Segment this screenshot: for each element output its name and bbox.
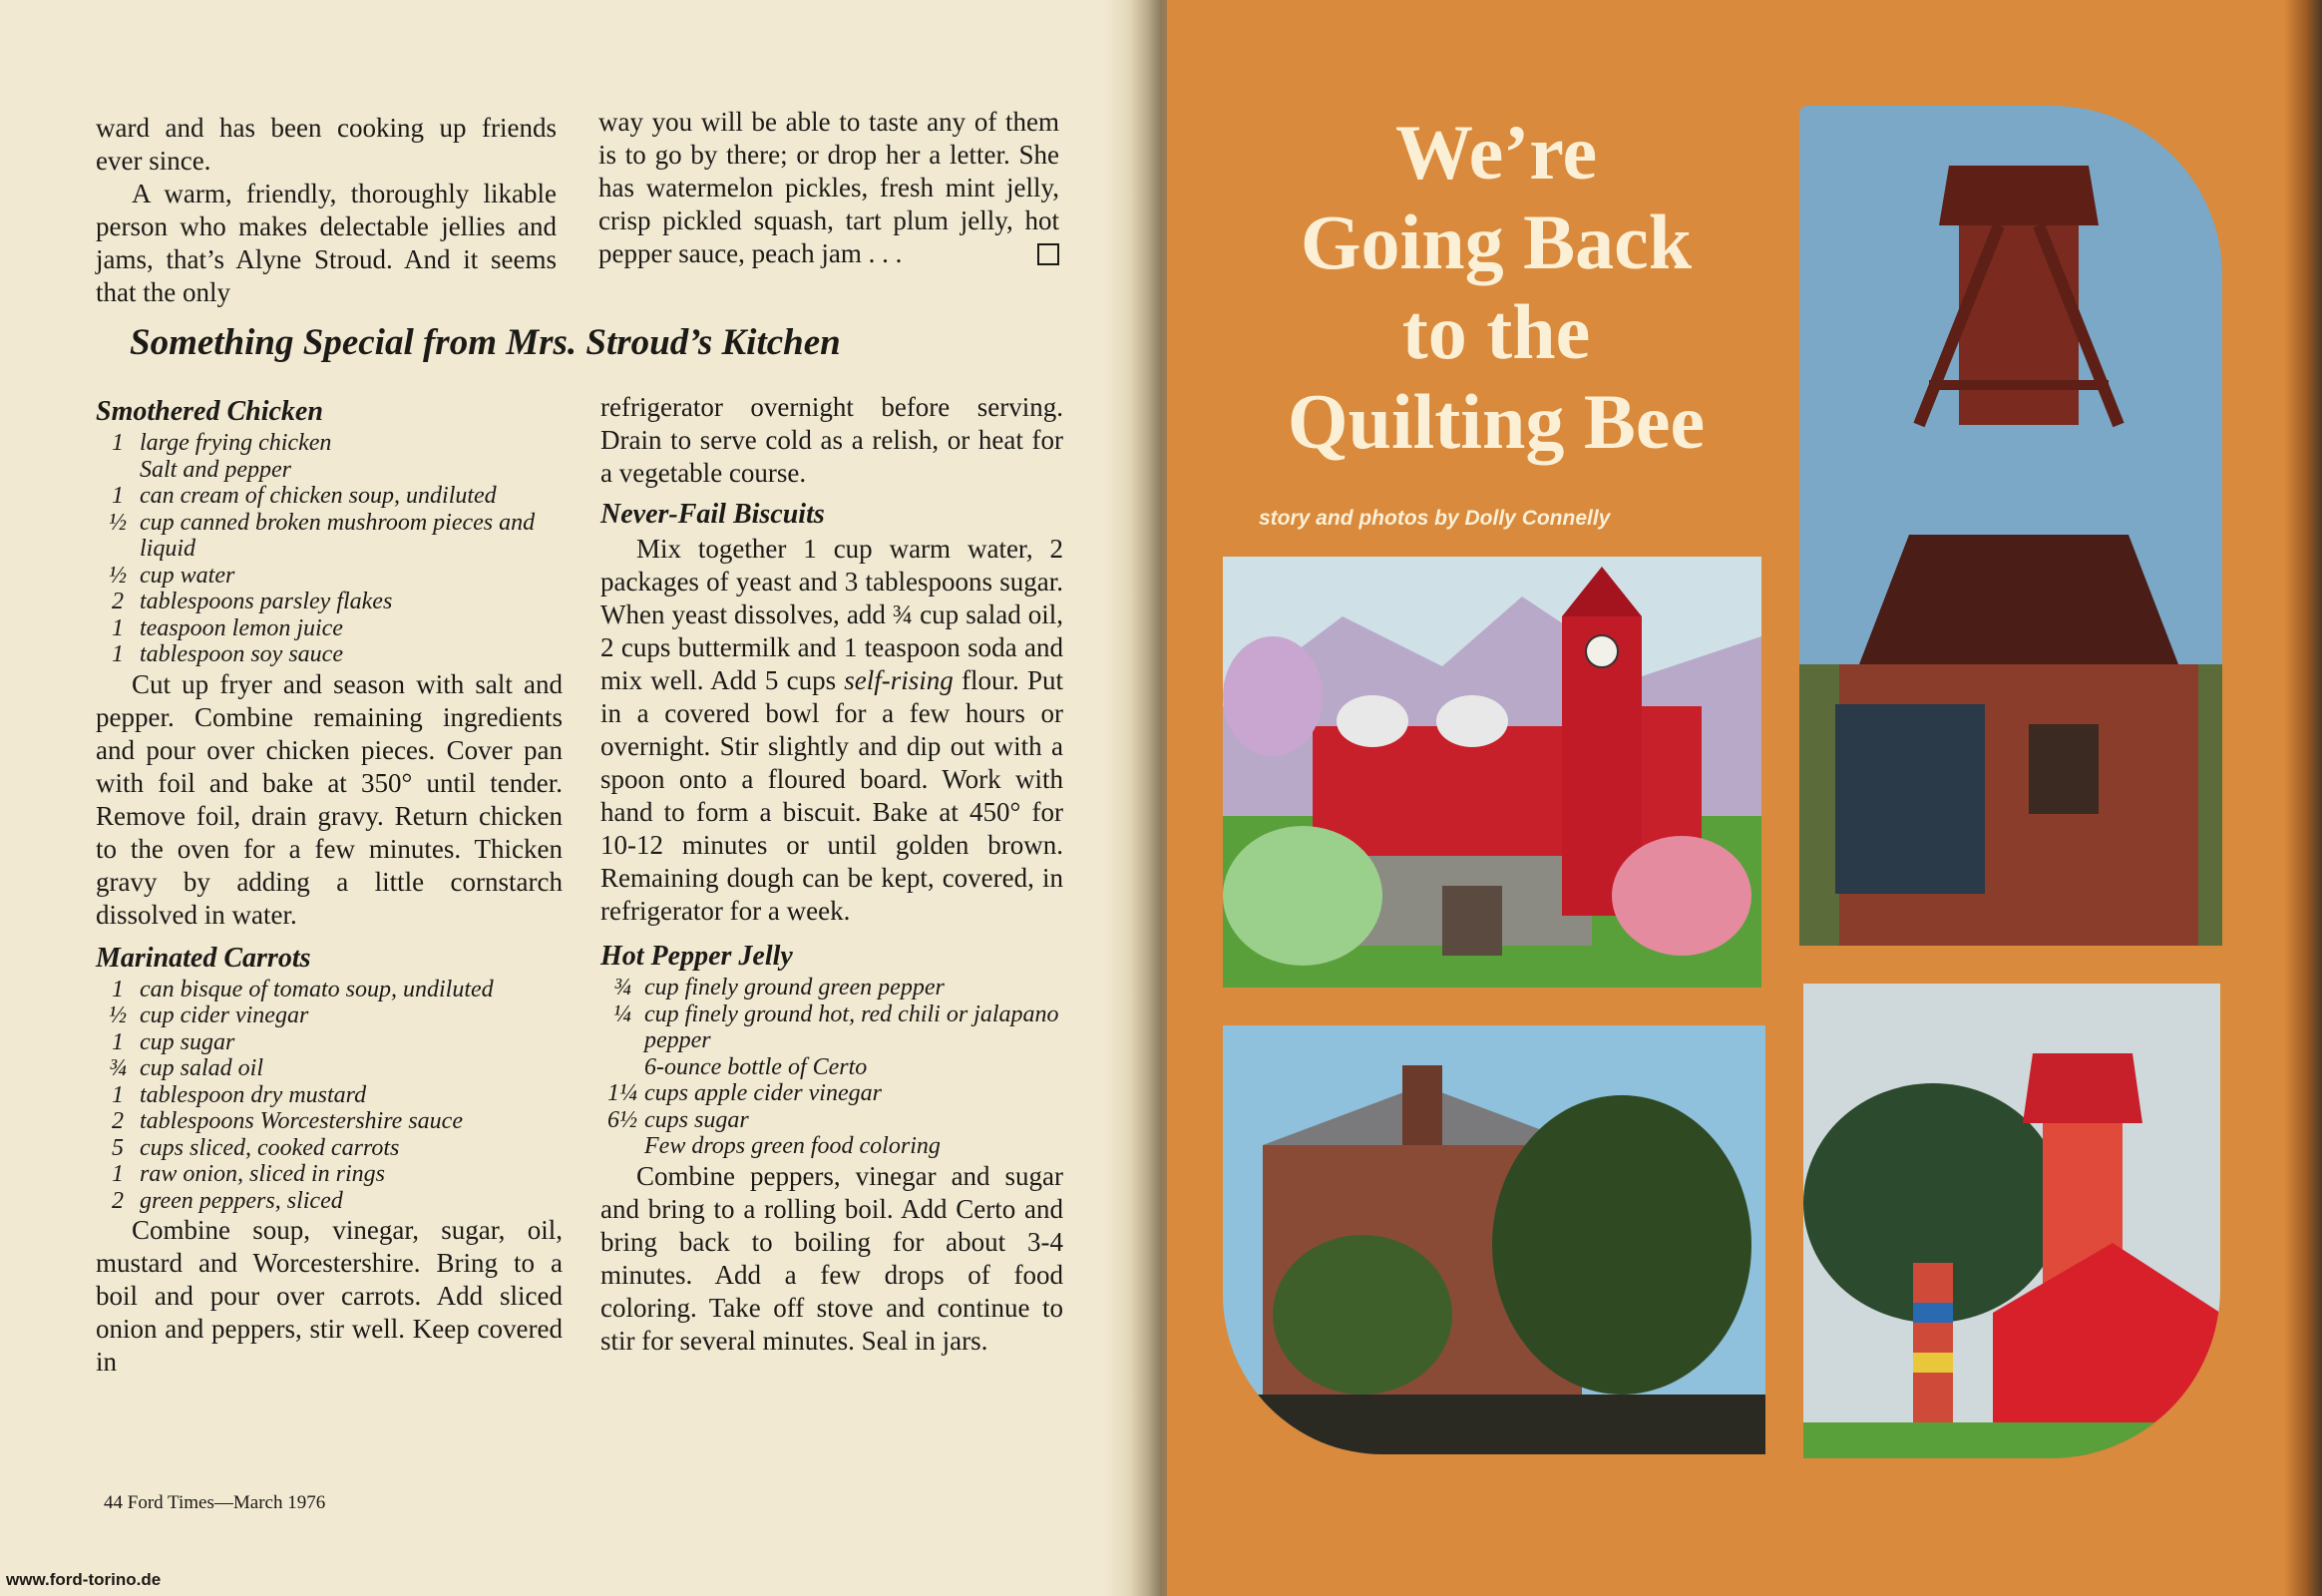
ingredient-text: cups sugar bbox=[644, 1106, 749, 1133]
ingredient-text: 6-ounce bottle of Certo bbox=[644, 1053, 868, 1080]
ingredient-item bbox=[96, 615, 563, 642]
title-line-2: Going Back bbox=[1300, 199, 1693, 285]
ingredient-item bbox=[600, 1054, 1063, 1081]
website-link[interactable]: www.ford-torino.de bbox=[6, 1570, 162, 1589]
title-line-1: We’re bbox=[1394, 109, 1598, 196]
ingredient-quantity bbox=[96, 457, 140, 484]
ingredient-item bbox=[600, 1001, 1063, 1054]
ingredient-item bbox=[96, 1108, 563, 1135]
page-edge bbox=[2284, 0, 2322, 1596]
ingredient-text: teaspoon lemon juice bbox=[140, 614, 343, 641]
ingredient-text: cup finely ground green pepper bbox=[644, 975, 945, 1000]
ingredient-item bbox=[600, 1080, 1063, 1107]
photo-tower bbox=[1799, 106, 2222, 946]
ingredient-quantity: 2 bbox=[112, 1187, 124, 1214]
recipe-title-marinated-carrots: Marinated Carrots bbox=[96, 942, 311, 974]
left-page bbox=[0, 0, 1137, 1596]
ingredient-item bbox=[96, 641, 563, 668]
ingredient-item bbox=[96, 977, 563, 1003]
intro-paragraph-3: way you will be able to taste any of them is to go by there; or drop her a letter. She has watermelon pickles, fresh mint jelly, crisp pickled squash, tart plum jelly, hot pepper sauce, peach jam . . . bbox=[598, 107, 1059, 268]
courthouse-quilt-image bbox=[1223, 557, 1761, 988]
ingredient-quantity: 1 bbox=[112, 976, 124, 1002]
article-title bbox=[1227, 108, 1765, 467]
ingredient-item bbox=[96, 1135, 563, 1162]
tower-quilt-image bbox=[1803, 984, 2220, 1458]
ingredient-text: cup cider vinegar bbox=[140, 1002, 309, 1028]
directions-smothered-chicken: Cut up fryer and season with salt and pepper. Combine remaining ingredients and pour over chicken pieces. Cover pan with foil and bake at 350° until tender. Remove foil, drain gravy. Return chicken to the oven for a few minutes. Thicken gravy by adding a little cornstarch dissolved in water. bbox=[96, 668, 563, 930]
photo-courthouse-quilt bbox=[1223, 557, 1761, 988]
ingredient-text: tablespoons parsley flakes bbox=[140, 589, 393, 614]
ingredient-text: cups sliced, cooked carrots bbox=[140, 1134, 400, 1161]
ingredient-text: cup water bbox=[140, 562, 235, 589]
recipes-heading: Something Special from Mrs. Stroud’s Kitchen bbox=[130, 322, 841, 363]
ingredient-quantity: 1 bbox=[112, 483, 124, 509]
title-line-3: to the bbox=[1401, 288, 1591, 375]
ingredient-text: Few drops green food coloring bbox=[644, 1133, 941, 1159]
ingredient-text: Salt and pepper bbox=[140, 456, 291, 483]
ingredient-quantity: ½ bbox=[109, 509, 127, 536]
ingredient-quantity bbox=[600, 1054, 644, 1081]
photo-tower-quilt bbox=[1803, 984, 2220, 1458]
ingredient-item bbox=[96, 1161, 563, 1188]
ingredient-text: raw onion, sliced in rings bbox=[140, 1161, 386, 1187]
ingredient-quantity: 1 bbox=[112, 614, 124, 641]
ingredients-hot-pepper-jelly bbox=[600, 975, 1063, 1160]
intro-column-2 bbox=[598, 106, 1059, 270]
intro-column-1 bbox=[96, 112, 557, 309]
building-exterior-image bbox=[1223, 1025, 1765, 1454]
ingredient-quantity: ¾ bbox=[109, 1055, 127, 1081]
ingredient-quantity bbox=[600, 1133, 644, 1160]
ingredient-quantity: 2 bbox=[112, 589, 124, 614]
ingredient-item bbox=[96, 1029, 563, 1056]
ingredient-text: cup canned broken mushroom pieces and liquid bbox=[140, 509, 536, 562]
ingredient-item bbox=[600, 1133, 1063, 1160]
ingredient-text: green peppers, sliced bbox=[140, 1187, 343, 1214]
article-credit: story and photos by Dolly Connelly bbox=[1259, 507, 1611, 530]
ingredient-text: cup finely ground hot, red chili or jalapano pepper bbox=[644, 1000, 1059, 1053]
ingredient-item bbox=[96, 1188, 563, 1215]
ingredient-quantity: ½ bbox=[109, 562, 127, 589]
intro-paragraph-1: ward and has been cooking up friends ever since. bbox=[96, 113, 557, 176]
ingredient-text: cups apple cider vinegar bbox=[644, 1080, 882, 1106]
ingredient-text: can cream of chicken soup, undiluted bbox=[140, 483, 497, 509]
tower-image bbox=[1799, 106, 2222, 946]
ingredient-text: tablespoon dry mustard bbox=[140, 1081, 367, 1108]
ingredient-quantity: 1 bbox=[112, 1028, 124, 1055]
ingredient-item bbox=[96, 430, 563, 457]
ingredient-item bbox=[600, 975, 1063, 1001]
page-folio: 44 Ford Times—March 1976 bbox=[104, 1492, 326, 1513]
ingredients-smothered-chicken bbox=[96, 430, 563, 668]
end-mark-icon bbox=[1037, 243, 1059, 265]
ingredient-quantity: ¼ bbox=[613, 1000, 631, 1027]
ingredient-quantity: 1 bbox=[112, 430, 124, 456]
ingredient-quantity: ½ bbox=[109, 1002, 127, 1028]
directions-marinated-carrots: Combine soup, vinegar, sugar, oil, mustard and Worcestershire. Bring to a boil and pour over carrots. Add sliced onion and peppers, stir well. Keep covered in bbox=[96, 1215, 563, 1377]
ingredient-quantity: 6½ bbox=[607, 1106, 637, 1133]
directions-hot-pepper-jelly: Combine peppers, vinegar and sugar and bring to a rolling boil. Add Certo and bring back to boiling for about 3-4 minutes. Add a few drops of food coloring. Take off stove and continue to stir for several minutes. Seal in jars. bbox=[600, 1160, 1063, 1356]
ingredient-text: cup salad oil bbox=[140, 1055, 263, 1081]
ingredient-item bbox=[96, 1002, 563, 1029]
ingredient-item bbox=[96, 1082, 563, 1109]
ingredient-item bbox=[96, 563, 563, 590]
ingredient-quantity: 1¼ bbox=[607, 1080, 637, 1106]
ingredient-text: large frying chicken bbox=[140, 430, 332, 456]
ingredient-item bbox=[96, 589, 563, 615]
directions-biscuits: Mix together 1 cup warm water, 2 packages of yeast and 3 tablespoons sugar. When yeast dissolves, add ¾ cup salad oil, 2 cups buttermilk and 1 teaspoon soda and mix well. Add 5 cups self-rising flour. Put in a covered bowl for a few hours or overnight. Stir slightly and dip out with a spoon onto a floured board. Work with hand to form a biscuit. Bake at 450° for 10-12 minutes or until golden brown. Remaining dough can be kept, covered, in refrigerator for a week. bbox=[600, 534, 1063, 926]
ingredient-item bbox=[600, 1107, 1063, 1134]
ingredient-text: tablespoon soy sauce bbox=[140, 641, 343, 667]
recipe-column-2 bbox=[600, 391, 1063, 1358]
ingredients-marinated-carrots bbox=[96, 977, 563, 1215]
ingredient-quantity: 2 bbox=[112, 1108, 124, 1134]
ingredient-text: can bisque of tomato soup, undiluted bbox=[140, 976, 494, 1002]
ingredient-text: tablespoons Worcestershire sauce bbox=[140, 1108, 463, 1134]
ingredient-item bbox=[96, 457, 563, 484]
ingredient-quantity: 5 bbox=[112, 1134, 124, 1161]
recipe-title-biscuits: Never-Fail Biscuits bbox=[600, 499, 825, 530]
ingredient-item bbox=[96, 1055, 563, 1082]
ingredient-item bbox=[96, 510, 563, 563]
photo-building-exterior bbox=[1223, 1025, 1765, 1454]
ingredient-quantity: 1 bbox=[112, 1161, 124, 1187]
ingredient-item bbox=[96, 483, 563, 510]
ingredient-quantity: ¾ bbox=[613, 975, 631, 1000]
ingredient-quantity: 1 bbox=[112, 641, 124, 667]
directions-marinated-carrots-cont: refrigerator overnight before serving. Drain to serve cold as a relish, or heat for a vegetable course. bbox=[600, 392, 1063, 488]
title-line-4: Quilting Bee bbox=[1287, 378, 1706, 465]
recipe-title-hot-pepper-jelly: Hot Pepper Jelly bbox=[600, 941, 793, 972]
intro-paragraph-2: A warm, friendly, thoroughly likable person who makes delectable jellies and jams, that’s Alyne Stroud. And it seems that the only bbox=[96, 179, 557, 307]
recipe-column-1 bbox=[96, 395, 563, 1379]
ingredient-text: cup sugar bbox=[140, 1028, 235, 1055]
recipe-title-smothered-chicken: Smothered Chicken bbox=[96, 396, 323, 427]
ingredient-quantity: 1 bbox=[112, 1081, 124, 1108]
